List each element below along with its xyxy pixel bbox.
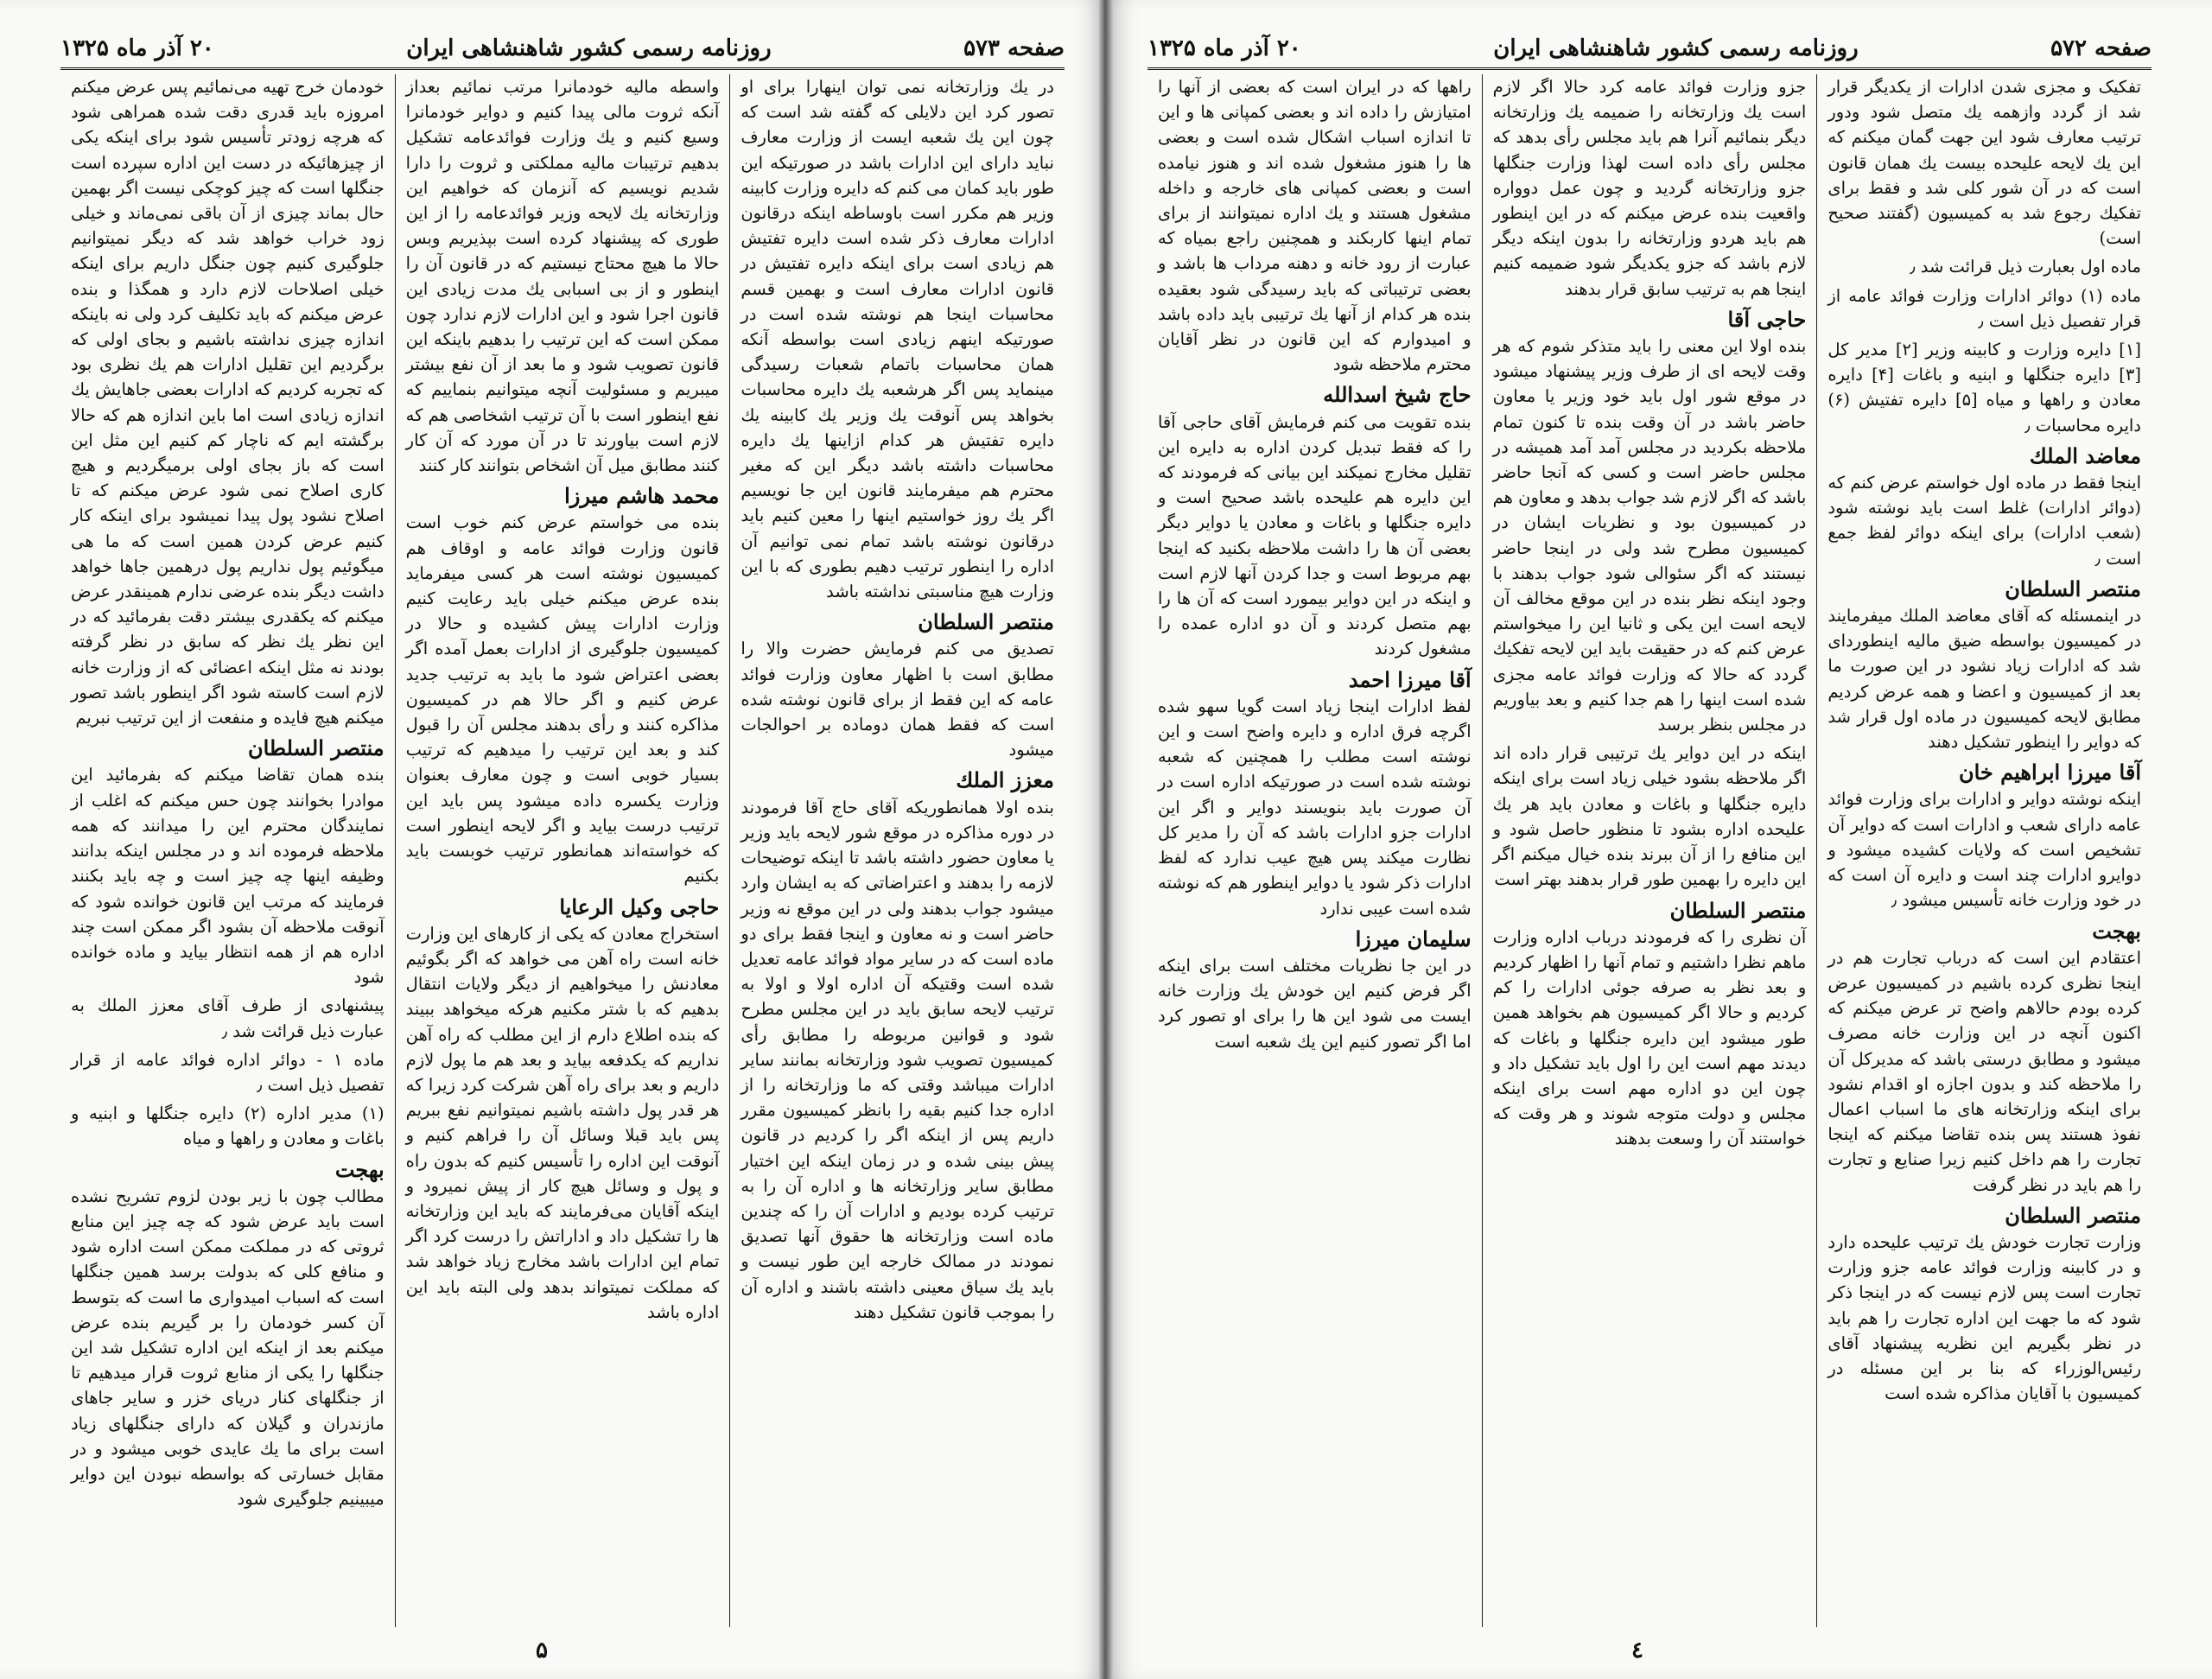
left-folio: ۵ [536,1638,548,1663]
speaker-name: حاج شیخ اسدالله [1323,382,1471,408]
paragraph: اعتقادم این است که درباب تجارت هم در اینجا نظری کرده باشیم در کمیسیون عرض کرده بودم حالاهم واضح تر عرض میکنم که اکنون آنچه در این وزارت خانه مصرف میشود و مطابق درستی باشد که مدیرکل آن را ملاحظه کند و بدون اجازه او اقدام نشود برای اینکه وزارتخانه های ما اسباب اعمال نفوذ هستند پس بنده تقاضا میکنم که اینجا تجارت را هم داخل کنیم زیرا صنایع و تجارت را هم باید در نظر گرفت [1827,947,2141,1195]
paragraph: خودمان خرج تهیه می‌نمائیم پس عرض میکنم امروزه باید قدری دقت شده همراهی شود که هرچه زودتر تأسیس شود برای اینکه یکی از چیزهائیکه در دست این اداره سپرده است جنگلها است که چیز کوچکی نیست اگر بهمین حال بماند چیزی از آن باقی نمی‌ماند و خیلی زود خراب خواهد شد که دیگر نمیتوانیم جلوگیری کنیم چون جنگل داریم برای اینکه خیلی اصلاحات لازم دارد و همگذا و بنده عرض میکنم که باید تکلیف کرد ولی نه باینکه اندازه چیزی نداشته باشیم و بجای اولی که برگردیم این تقلیل ادارات هم یك نظری بود که تجربه کردیم که ادارات بعضی جاهایش یك اندازه زیادی است اما باین اندازه هم که حالا برگشته ایم که ناچار کم کنیم این مثل این است که باز بجای اولی برمیگردیم و هیچ کاری اصلاح نمی شود عرض میکنم که تا اصلاح نشود پول پیدا نمیشود برای اینکه کار کنیم عرض کردن همین است که ما هی میگوئیم پول نداریم پول درهمین جاها خواهد داشت دیگر بنده عرضی ندارم همینقدر عرض میکنم که یکقدری بیشتر دقت بفرمائید که در این نظر یك نظر که سابق در نظر گرفته بودند نه مثل اینکه اعضائی که از وزارت خانه لازم است کاسته شود اگر اینطور باشد تصور میکنم هیچ فایده و منفعت از این ترتیب نبریم [70,77,385,728]
left-paper-name: روزنامه رسمی کشور شاهنشاهی ایران [406,35,772,61]
right-paper-name: روزنامه رسمی کشور شاهنشاهی ایران [1493,35,1859,61]
speaker-name: آقا میرزا ابراهیم خان [1958,760,2141,785]
speaker-name: بهجت [334,1156,385,1182]
left-columns [60,74,1065,1627]
paragraph: ماده (۱) دوائر ادارات وزارت فوائد عامه از قرار تفصیل ذیل است ٫ [1827,285,2142,331]
right-page-date: ۲۰ آذر ماه ۱۳۲۵ [1147,35,1301,61]
paragraph: جزو وزارت فوائد عامه کرد حالا اگر لازم است یك وزارتخانه را ضمیمه یك وزارتخانه دیگر بنمائیم آنرا هم باید مجلس رأی بدهد که مجلس رأی داده است لهذا وزارت جنگلها جزو وزارتخانه گردید و چون عمل دوواره واقعیت بنده عرض میکنم که در این اینطور هم باید هردو وزارتخانه را بدون اینکه دیگر لازم باشد که جزو یکدیگر شود ضمیمه کنیم اینجا هم به ترتیب سابق قرار بدهند [1492,77,1807,299]
right-column-2 [1482,74,1817,1627]
paragraph: تصدیق می کنم فرمایش حضرت والا را مطابق است با اظهار معاون وزارت فوائد عامه که این فقط از برای قانون نوشته شده است که فقط همان دوماده بر احوالجات میشود [741,639,1054,760]
speaker-name: حاجی وکیل الرعایا [559,894,720,919]
left-column-1 [729,74,1065,1627]
right-page-number: صفحه ۵۷۲ [2050,35,2152,61]
speaker-name: محمد هاشم میرزا [564,483,720,509]
paragraph: بنده همان تقاضا میکنم که بفرمائید این موادرا بخوانند چون حس میکنم که اغلب از نمایندگان محترم این را میدانند که همه ملاحظه فرموده اند و در مجلس اینکه بدانند وظیفه اینها چه چیز است و چه باید بکنند فرمایند که مرتب این قانون خوانده شود که آنوقت ملاحظه آن بشود اگر ممکن است چند اداره هم از همه انتظار بیاید و ماده خوانده شود [70,765,385,988]
right-page [1113,0,2212,1679]
paragraph: ماده ۱ - دوائر اداره فوائد عامه از قرار تفصیل ذیل است ٫ [70,1049,385,1095]
paragraph: (۱) مدیر اداره (۲) دایره جنگلها و ابنیه و باغات و معادن و راهها و میاه [70,1103,385,1149]
paragraph: تفکیک و مجزی شدن ادارات از یکدیگر قرار شد از گردد وازهمه یك متصل شود ودور ترتیب معارف شود این جهت گمان میکنم که این یك لایحه علیحده بیست یك همان قانون است که در آن شور کلی شد و فقط برای تفکیك رجوع شد به کمیسیون (گفتند صحیح است) [1827,77,2141,249]
speaker-name: منتصر السلطان [2005,1202,2141,1228]
speaker-name: منتصر السلطان [918,609,1054,635]
paragraph: بنده می خواستم عرض کنم خوب است قانون وزارت فوائد عامه و اوقاف هم کمیسیون نوشته است هر کسی میفرماید بنده عرض میکنم خیلی باید رعایت کنیم وزارت ادارات پیش کشیده و حالا در کمیسیون جلوگیری از ادارات بعمل آمده اگر بعضی اعتراض شود ما باید به ترتیب جدید عرض کنیم و اگر حالا هم در کمیسیون مذاکره کنند و رأی بدهند مجلس آن را قبول کند و بعد این ترتیب را میدهیم که ترتیب بسیار خوبی است و چون معارف بعنوان وزارت یکسره داده میشود پس باید این ترتیب درست بیاید و اگر لایحه اینطور است که خواسته‌اند همانطور ترتیب خوبست باید بکنیم [405,512,720,887]
paragraph: راهها که در ایران است که بعضی از آنها را امتیازش را داده اند و بعضی کمپانی ها و این تا اندازه اسباب اشکال شده است و بعضی ها را هنوز مشغول شده اند و هنوز نیامده است و بعضی کمپانی های خارجه و داخله مشغول هستند و یك اداره نمیتوانند از برای تمام اینها کاربکند و همچنین راجع بمیاه که عبارت از رود خانه و دهنه مرداب ها باشد و بعضی ترتیباتی که باید رسیدگی شود بعقیده بنده هر کدام از آنها یك ترتیبی باید داده باشد و امیدوارم که این قانون در نظر آقایان محترم ملاحظه شود [1157,77,1471,375]
paragraph: اینكه در این دوایر یك ترتیبی قرار داده اند اگر ملاحظه بشود خیلی زیاد است برای اینکه دایره جنگلها و باغات و معادن باید هر یك علیحده اداره بشود تا منظور حاصل شود و این منافع را از آن ببرند بنده خیال میکنم اگر این دایره را بهمین طور قرار بدهند بهتر است [1492,743,1807,890]
paragraph: ماده اول بعبارت ذیل قرائت شد ٫ [1910,257,2141,277]
left-page [0,0,1099,1679]
paragraph: استخراج معادن که یکی از کارهای این وزارت خانه است راه آهن می خواهد که اگر بگوئیم معادنش را میخواهیم از دیگر ولایات انتقال بدهیم که با شتر مکنیم هرکه میخواهد ببیند که بنده اطلاع دارم از این مطلب که راه آهن نداریم که یکدفعه بیاید و بعد هم ما پول لازم داریم و بعد برای راه آهن شرکت کرد زیرا که هر قدر پول داشته باشیم نمیتوانیم نفع ببریم پس باید قبلا وسائل آن را فراهم کنیم و آنوقت این اداره را تأسیس کنیم که بدون راه و پول و وسائل هیچ کار از پیش نمیرود و اینکه آقایان می‌فرمایند که باید این وزارتخانه ها را تشکیل داد و اداراتش را درست کرد اگر تمام این ادارات باشد مخارج زیاد خواهد شد که مملکت نمیتواند بدهد ولی البته باید این اداره باشد [405,923,720,1322]
speaker-name: منتصر السلطان [1669,897,1807,923]
left-page-header [60,33,1065,70]
paragraph: لفظ ادارات اینجا زیاد است گویا سهو شده اگرچه فرق اداره و دایره واضح است و این نوشته است مطلب را همچنین که شعبه نوشته شده است در صورتیکه اداره است در آن صورت باید بنویسند دوایر و اگر این ادارات جزو ادارات باشد که آن را مدیر کل نظارت میکند پس هیچ عیب ندارد که لفظ ادارات ذکر شود یا دوایر اینطور هم که نوشته شده است عیبی ندارد [1157,696,1471,919]
left-column-2 [395,74,730,1627]
paragraph: [۱] دایره وزارت و کابینه وزیر [۲] مدیر کل [۳] دایره جنگلها و ابنیه و باغات [۴] دایره معادن و راهها و میاه [۵] دایره تفتیش (۶) دایره محاسبات ٫ [1827,340,2142,436]
paragraph: آن نظری را که فرمودند درباب اداره وزارت ماهم نظرا داشتیم و تمام آنها را اظهار کردیم و بعد نظر به صرفه جوئی ادارات را کم کردیم و حالا اگر کمیسیون هم بخواهد همین طور میشود این دایره جنگلها و باغات که دیدند مهم است این را اول باید تشکیل داد و چون این دو اداره مهم است برای اینکه مجلس و دولت متوجه شوند و هر وقت که خواستند آن را وسعت بدهند [1492,926,1807,1149]
paragraph: بنده تقویت می کنم فرمایش آقای حاجی آقا را که فقط تبدیل کردن اداره به دایره این تقلیل مخارج نمیکند این بیانی که فرمودند که این دایره هم علیحده باشد صحیح است و دایره جنگلها و باغات و معادن یا دوایر دیگر بعضی آن ها را داشت ملاحظه بکنید که اینجا بهم مربوط است و جدا کردن آنها لازم است و اینکه در این دوایر بیمورد است که آن ها را بهم متصل کردند و آن دو اداره عمده را مشغول کردند [1157,411,1471,659]
right-column-3 [1147,74,1482,1627]
paragraph: بنده اولا همانطوریکه آقای حاج آقا فرمودند در دوره مذاکره در موقع شور لایحه باید وزیر یا معاون حضور داشته باشد تا اینکه توضیحات لازمه را بدهند و اعتراضاتی که به ایشان وارد میشود جواب بدهند ولی در این موقع نه وزیر حاضر است و نه معاون و اینجا فقط برای دو ماده است که در سایر مواد فوائد عامه تعدیل شده است وقتیکه آن اداره اولا و اولا به ترتیب لایحه سابق باید در این مجلس مطرح شود و قوانین مربوطه را مطابق رأی کمیسیون تصویب شود وزارتخانه بمانند سایر ادارات میباشد وقتی که ما وزارتخانه را از اداره جدا کنیم بقیه را بانظر کمیسیون مقرر داریم پس از اینکه اگر را کردیم در قانون پیش بینی شده و در زمان اینکه این اختیار مطابق سایر وزارتخانه ها و اداره آن را به ترتیب کرده بودیم و ادارات آن را که چندین ماده است وزارتخانه ها حقوق آنها تصدیق نمودند در ممالک خارجه این طور نیست و باید یك سیاق معینی داشته باشند و اداره آن را بموجب قانون تشکیل دهند [741,797,1054,1322]
paragraph: اینکه نوشته دوایر و ادارات برای وزارت فوائد عامه دارای شعب و ادارات است که دوایر آن تشخیص است که ولایات کشیده میشود و دوایرو ادارات چند است و دایره آن است که در خود وزارت خانه تأسیس میشود ٫ [1827,789,2141,911]
speaker-name: سلیمان میرزا [1355,925,1471,951]
right-folio: ٤ [1631,1638,1643,1663]
paragraph: اینجا فقط در ماده اول خواستم عرض کنم که (دوائر ادارات) غلط است باید نوشته شود (شعب ادارات) برای اینکه دوائر لفظ جمع است ٫ [1827,473,2141,569]
paragraph: در این جا نظریات مختلف است برای اینکه اگر فرض کنیم این خودش یك وزارت خانه ایست می شود این ها را برای او تصور کرد اما اگر تصور کنیم این یك شعبه است [1157,955,1471,1052]
speaker-name: آقا میرزا احمد [1348,666,1471,692]
speaker-name: بهجت [2092,918,2141,944]
speaker-name: منتصر السلطان [2005,576,2141,601]
paragraph: واسطه مالیه خودمانرا مرتب نمائیم بعداز آنکه ثروت مالی پیدا کنیم و دوایر خودمانرا وسیع کنیم و یك وزارت فوائدعامه تشکیل بدهیم ترتیبات مالیه مملکتی و ثروت را دارا شدیم نویسیم که آنزمان که خواهیم این وزارتخانه یك لایحه وزیر فوائدعامه را از این طوری که پیشنهاد کرده است بپذیریم وبس حالا ما هیچ محتاج نیستیم که در قانون آن را اینطور و از بی اسبابی یك مدت زیادی این قانون اجرا شود و این ادارات لازم ندارد چون ممکن است که این ترتیب را بدهیم باینکه این قانون تصویب شود و ما بعد از آن نفع بیشتر میبریم و مسئولیت آنچه میتوانیم بنماییم که نفع اینطور است با آن ترتیب اشخاصی هم که لازم است بیاورند تا در آن مورد که آن کار کنند مطابق میل آن اشخاص بتوانند کار کنند [405,77,720,476]
right-column-1 [1816,74,2152,1627]
paragraph: پیشنهادی از طرف آقای معزز الملك به عبارت ذیل قرائت شد ٫ [70,995,385,1041]
paragraph: در اینمسئله که آقای معاضد الملك میفرمایند در کمیسیون بواسطه ضیق مالیه اینطوردای شد که ادارات زیاد نشود در این صورت ما بعد از کمیسیون و اعضا و همه عرض کردیم مطابق لایحه کمیسیون در ماده اول قرار شد که دوایر را اینطور تشکیل دهند [1827,606,2141,753]
right-columns [1147,74,2152,1627]
paragraph: بنده اولا این معنی را باید متذکر شوم که هر وقت لایحه ای از طرف وزیر پیشنهاد میشود در موقع شور اول باید خود وزیر یا معاون حاضر باشد در آن وقت بنده تا کنون تمام ملاحظه بکردید در مجلس آمد آمد همیشه در مجلس حاضر است و کسی که آنجا حاضر باشد که اگر لازم شد جواب بدهد و معاون هم در کمیسیون بود و نظریات ایشان در کمیسیون مطرح شد ولی در اینجا حاضر نیستند که اگر سئوالی شود جواب بدهند با وجود اینکه نظر بنده در این موقع مخالف آن لایحه است این یکی و ثانیا این را میخواستم عرض کنم که در حقیقت باید این لایحه تفکیك گردد که حالا که وزارت فوائد عامه مجزی شده است اینها را هم جدا کنیم و بعد بیاوریم در مجلس بنظر برسد [1492,336,1807,735]
paragraph: در یك وزارتخانه نمی توان اینهارا برای او تصور کرد این دلایلی که گفته شد است که چون این یك شعبه ایست از وزارت معارف نباید دارای این ادارات باشد در صورتیکه این طور باید کمان می کنم که دایره وزارت کابینه وزیر هم مکرر است باوساطه اینکه درقانون ادارات معارف ذکر شده است دایره تفتیش هم زیادی است برای اینکه دایره تفتیش در قانون ادارات معارف است و بهمین قسم محاسبات اینجا هم نوشته شده است در صورتیکه اینهم زیادی است بواسطه آنکه همان محاسبات باتمام شعبات رسیدگی مینماید پس اگر هرشعبه یك دایره محاسبات بخواهد پس آنوقت یك وزیر یك کابینه یك دایره تفتیش هر کدام ازاینها یك دایره محاسبات داشته باشد دیگر این که مغیر محترم هم میفرمایند قانون این جا نویسیم اگر یك روز خواستیم اینها را معین کنیم باید درقانون نوشته باشد تمام نمی توانیم آن اداره را اینطور ترتیب دهیم بطوری که با این وزارت هیچ مناسبتی نداشته باشد [741,77,1054,602]
speaker-name: منتصر السلطان [247,735,385,761]
left-page-number: صفحه ۵۷۳ [963,35,1065,61]
paragraph: مطالب چون با زیر بودن لزوم تشریح نشده است باید عرض شود که چه چیز این منابع ثروتی که در مملکت ممکن است اداره شود و منافع کلی که بدولت برسد همین جنگلها است که اسباب امیدواری ما است که بتوسط آن کسر خودمان را بر گیریم بنده عرض میکنم بعد از اینکه این اداره تشکیل شد این جنگلها را یکی از منابع ثروت قرار میدهیم تا از جنگلهای کنار دریای خزر و سایر جاهای مازندران و گیلان که دارای جنگلهای زیاد است برای ما یك عایدی خوبی میشود و در مقابل خسارتی که بواسطه نبودن این دوایر میبینیم جلوگیری شود [70,1186,385,1510]
left-column-3 [60,74,395,1627]
speaker-name: حاجی آقا [1727,306,1807,332]
right-page-header [1147,33,2152,70]
left-page-date: ۲۰ آذر ماه ۱۳۲۵ [60,35,214,61]
speaker-name: معزز الملك [956,767,1054,793]
book-gutter [1099,0,1113,1679]
speaker-name: معاضد الملك [2029,442,2141,468]
paragraph: وزارت تجارت خودش یك ترتیب علیحده دارد و در کابینه وزارت فوائد عامه جزو وزارت تجارت است پس لازم نیست که در اینجا ذکر شود که ما جهت این اداره تجارت را هم باید در نظر بگیریم این نظریه پیشنهاد آقای رئیس‌الوزراء که بنا بر این مسئله در کمیسیون با آقایان مذاکره شده است [1827,1231,2141,1404]
